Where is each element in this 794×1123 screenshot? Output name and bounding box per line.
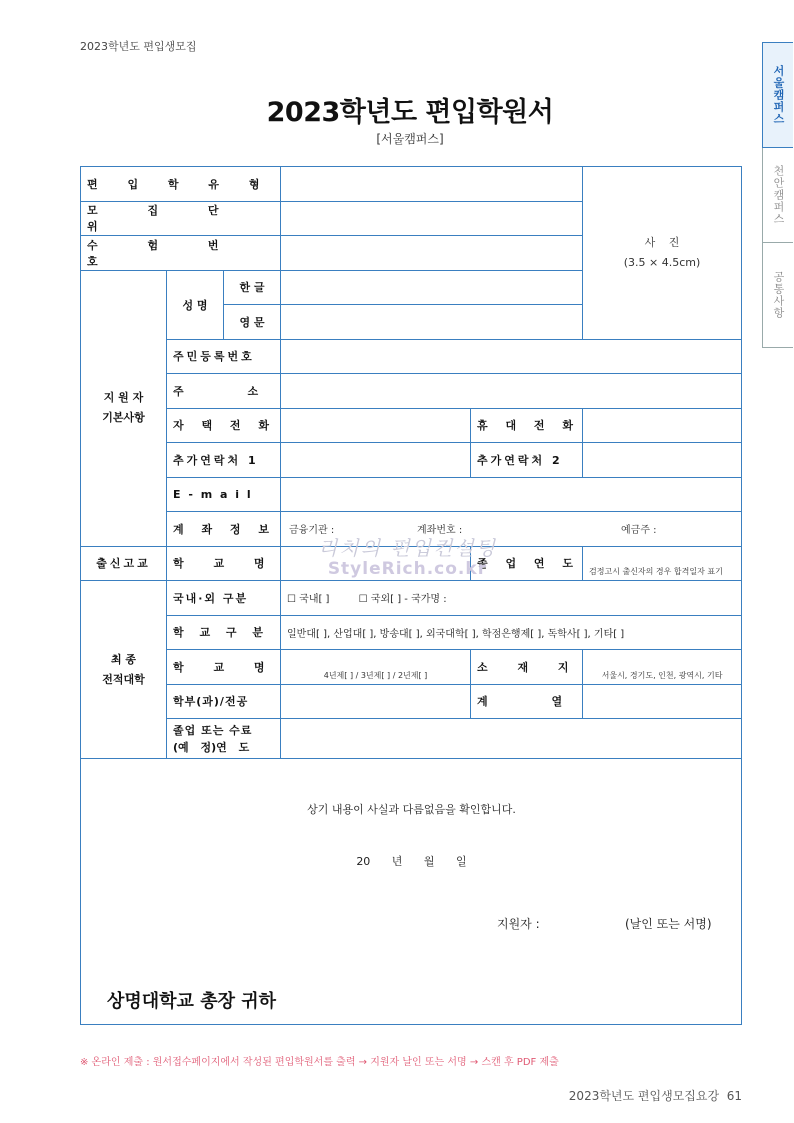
field-resident-number[interactable] xyxy=(281,339,742,374)
label-name-english: 영 문 xyxy=(224,305,281,340)
label-last-university: 최 종 전적대학 xyxy=(81,581,167,759)
label-graduation-year: 졸 업 연 도 xyxy=(471,546,583,581)
account-number-label: 계좌번호 : xyxy=(417,525,463,537)
label-hs-school-name: 학 교 명 xyxy=(167,546,281,581)
page-title: 2023학년도 편입학원서 xyxy=(266,97,554,128)
field-university-name[interactable] xyxy=(281,650,471,685)
field-recruit-unit[interactable] xyxy=(281,201,583,236)
running-header: 2023학년도 편입생모집 xyxy=(80,40,197,53)
label-name-korean: 한 글 xyxy=(224,270,281,305)
label-university-name: 학 교 명 xyxy=(167,650,281,685)
label-extra-contact-2: 추가연락처 2 xyxy=(471,443,583,478)
label-school-type: 학 교 구 분 xyxy=(167,615,281,650)
label-domestic-foreign: 국내·외 구분 xyxy=(167,581,281,616)
field-exam-number[interactable] xyxy=(281,236,583,271)
page-footer: 2023학년도 편입생모집요강 61 xyxy=(568,1089,742,1103)
checkbox-foreign[interactable]: ☐ 국외[ ] - 국가명 : xyxy=(358,594,447,606)
field-extra-contact-2[interactable] xyxy=(583,443,742,478)
field-field[interactable] xyxy=(583,684,742,719)
tab-seoul-campus[interactable]: 서울캠퍼스 xyxy=(762,42,793,148)
label-account-info: 계 좌 정 보 xyxy=(167,512,281,547)
label-department-major: 학부(과)/전공 xyxy=(167,684,281,719)
photo-box[interactable]: 사 진 (3.5 × 4.5cm) xyxy=(583,167,742,340)
signature-section xyxy=(81,759,742,1025)
tab-common[interactable]: 공통사항 xyxy=(762,243,793,348)
label-recruit-unit: 모 집 단 위 xyxy=(81,201,281,236)
location-options: 서울시, 경기도, 인천, 광역시, 기타 xyxy=(601,670,723,680)
label-admission-type: 편 입 학 유 형 xyxy=(81,167,281,202)
side-tabs xyxy=(762,42,794,348)
page-number: 61 xyxy=(726,1089,742,1103)
label-high-school: 출신고교 xyxy=(81,546,167,581)
watermark: 리치의 편입컨설팅 StyleRich.co.kr xyxy=(318,536,497,579)
addressee: 상명대학교 총장 귀하 xyxy=(107,991,277,1012)
field-domestic-foreign[interactable] xyxy=(281,581,742,616)
label-exam-number: 수 험 번 호 xyxy=(81,236,281,271)
field-admission-type[interactable] xyxy=(281,167,583,202)
label-grad-completion-year: 졸업 또는 수료 (예 정)연 도 xyxy=(167,719,281,759)
program-years-options: 4년제[ ] / 3년제[ ] / 2년제[ ] xyxy=(323,670,428,680)
field-department-major[interactable] xyxy=(281,684,471,719)
field-extra-contact-1[interactable] xyxy=(281,443,471,478)
label-field: 계 열 xyxy=(471,684,583,719)
application-form xyxy=(80,166,742,1025)
submission-footnote: ※ 온라인 제출 : 원서접수페이지에서 작성된 편입학원서를 출력 → 지원자 날인 또는 서명 → 스캔 후 PDF 제출 xyxy=(80,1057,559,1068)
field-school-type[interactable]: 일반대[ ], 산업대[ ], 방송대[ ], 외국대학[ ], 학점은행제[ ], 독학사[ ], 기타[ ] xyxy=(281,615,742,650)
label-resident-number: 주민등록번호 xyxy=(167,339,281,374)
account-holder-label: 예금주 : xyxy=(621,525,657,537)
label-location: 소 재 지 xyxy=(471,650,583,685)
label-applicant-basic: 지 원 자 기본사항 xyxy=(81,270,167,546)
label-extra-contact-1: 추가연락처 1 xyxy=(167,443,281,478)
confirmation-statement: 상기 내용이 사실과 다름없음을 확인합니다. xyxy=(307,803,516,816)
signature-date[interactable]: 20 년 월 일 xyxy=(356,855,467,868)
field-account-info[interactable] xyxy=(281,512,742,547)
bank-label: 금융기관 : xyxy=(289,525,335,537)
checkbox-domestic[interactable]: ☐ 국내[ ] xyxy=(287,594,330,606)
field-hs-school-name[interactable] xyxy=(281,546,471,581)
page-subtitle: [서울캠퍼스] xyxy=(376,132,444,146)
field-email[interactable] xyxy=(281,477,742,512)
field-grad-completion-year[interactable] xyxy=(281,719,742,759)
label-name: 성 명 xyxy=(167,270,224,339)
field-graduation-year[interactable] xyxy=(583,546,742,581)
tab-cheonan-campus[interactable]: 천안캠퍼스 xyxy=(762,148,793,243)
ged-note: 검정고시 출신자의 경우 합격일자 표기 xyxy=(589,567,723,576)
field-address[interactable] xyxy=(281,374,742,409)
applicant-label: 지원자 : xyxy=(497,917,540,931)
field-location[interactable] xyxy=(583,650,742,685)
label-address: 주 소 xyxy=(167,374,281,409)
field-mobile[interactable] xyxy=(583,408,742,443)
label-mobile: 휴 대 전 화 xyxy=(471,408,583,443)
field-name-english[interactable] xyxy=(281,305,583,340)
label-email: E - m a i l xyxy=(167,477,281,512)
label-home-phone: 자 택 전 화 xyxy=(167,408,281,443)
field-home-phone[interactable] xyxy=(281,408,471,443)
seal-or-signature-note[interactable]: (날인 또는 서명) xyxy=(625,917,712,931)
field-name-korean[interactable] xyxy=(281,270,583,305)
